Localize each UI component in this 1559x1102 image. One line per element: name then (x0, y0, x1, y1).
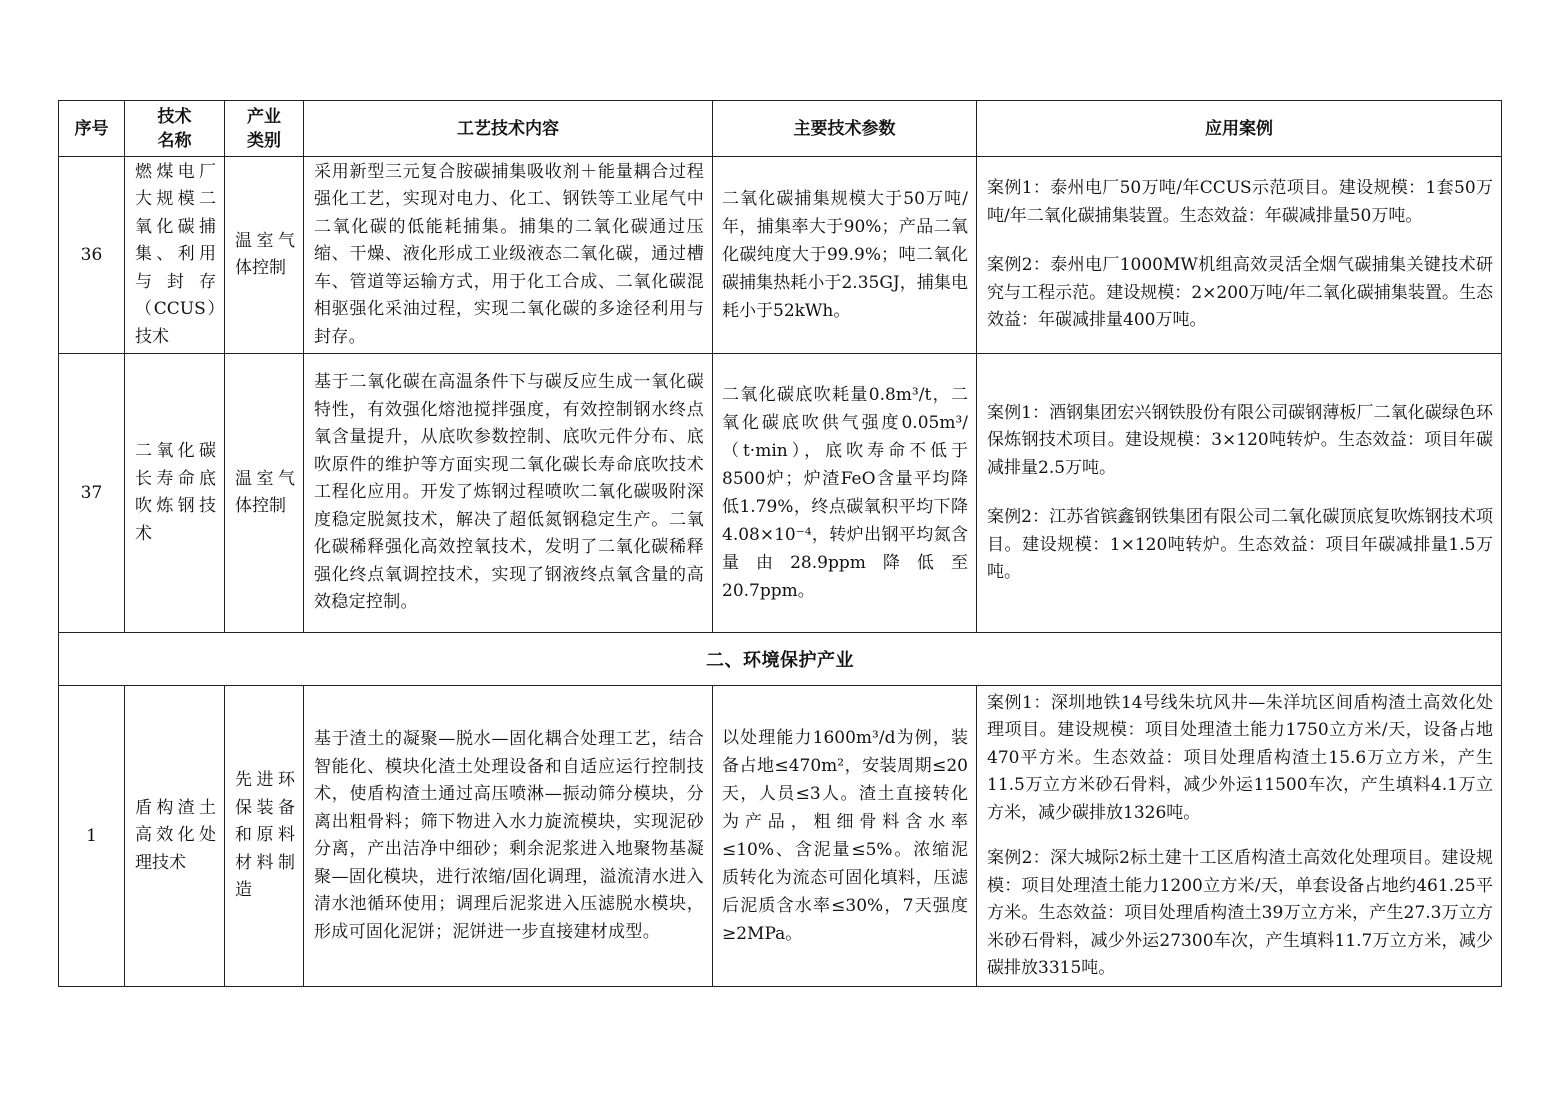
application-cases (977, 354, 1502, 633)
main-parameters: 二氧化碳捕集规模大于50万吨/年，捕集率大于90%；产品二氧化碳纯度大于99.9%；吨二氧化碳捕集热耗小于2.35GJ，捕集电耗小于52kWh。 (713, 157, 977, 354)
table-row (59, 354, 1502, 633)
row-number: 1 (59, 686, 125, 987)
application-cases (977, 686, 1502, 987)
technology-name: 燃煤电厂大规模二氧化碳捕集、利用与封存（CCUS）技术 (125, 157, 225, 354)
header-no: 序号 (59, 101, 125, 157)
case-1: 案例1：泰州电厂50万吨/年CCUS示范项目。建设规模：1套50万吨/年二氧化碳捕集装置。生态效益：年碳减排量50万吨。 (987, 178, 1493, 226)
technology-name: 二氧化碳长寿命底吹炼钢技术 (125, 354, 225, 633)
process-content: 基于二氧化碳在高温条件下与碳反应生成一氧化碳特性，有效强化熔池搅拌强度，有效控制钢水终点氧含量提升，从底吹参数控制、底吹元件分布、底吹原件的维护等方面实现二氧化碳长寿命底吹技术工程化应用。开发了炼钢过程喷吹二氧化碳吸附深度稳定脱氮技术，解决了超低氮钢稳定生产。二氧化碳稀释强化高效控氧技术，发明了二氧化碳稀释强化终点氧调控技术，实现了钢液终点氧含量的高效稳定控制。 (304, 354, 713, 633)
case-2: 案例2：江苏省镔鑫钢铁集团有限公司二氧化碳顶底复吹炼钢技术项目。建设规模：1×120吨转炉。生态效益：项目年碳减排量1.5万吨。 (987, 507, 1493, 582)
industry-category: 温室气体控制 (225, 354, 304, 633)
row-number: 36 (59, 157, 125, 354)
case-1: 案例1：酒钢集团宏兴钢铁股份有限公司碳钢薄板厂二氧化碳绿色环保炼钢技术项目。建设规模：3×120吨转炉。生态效益：项目年碳减排量2.5万吨。 (987, 402, 1493, 478)
header-cases: 应用案例 (977, 101, 1502, 157)
industry-category: 先进环保装备和原料材料制造 (225, 686, 304, 987)
case-1: 案例1：深圳地铁14号线朱坑风井—朱洋坑区间盾构渣土高效化处理项目。建设规模：项目处理渣土能力1750立方米/天，设备占地470平方米。生态效益：项目处理盾构渣土15.6万立方米，产生11.5万立方米砂石骨料，减少外运11500车次，产生填料4.1万立方米，减少碳排放1326吨。 (987, 692, 1493, 823)
table-header-row (59, 101, 1502, 157)
case-2: 案例2：深大城际2标土建十工区盾构渣土高效化处理项目。建设规模：项目处理渣土能力1200立方米/天，单套设备占地约461.25平方米。生态效益：项目处理盾构渣土39万立方米，产生27.3万立方米砂石骨料，减少外运27300车次，产生填料11.7万立方米，减少碳排放3315吨。 (987, 848, 1493, 978)
table-row (59, 686, 1502, 987)
header-name: 技术 名称 (125, 101, 225, 157)
table-row (59, 157, 1502, 354)
industry-category: 温室气体控制 (225, 157, 304, 354)
main-parameters: 二氧化碳底吹耗量0.8m³/t，二氧化碳底吹供气强度0.05m³/（t·min），底吹寿命不低于8500炉；炉渣FeO含量平均降低1.79%，终点碳氧积平均下降4.08×10⁻⁴，转炉出钢平均氮含量由28.9ppm降低至20.7ppm。 (713, 354, 977, 633)
section-title: 二、环境保护产业 (59, 633, 1502, 686)
case-2: 案例2：泰州电厂1000MW机组高效灵活全烟气碳捕集关键技术研究与工程示范。建设规模：2×200万吨/年二氧化碳捕集装置。生态效益：年碳减排量400万吨。 (987, 255, 1493, 331)
header-process: 工艺技术内容 (304, 101, 713, 157)
application-cases (977, 157, 1502, 354)
header-category: 产业 类别 (225, 101, 304, 157)
row-number: 37 (59, 354, 125, 633)
header-params: 主要技术参数 (713, 101, 977, 157)
process-content: 采用新型三元复合胺碳捕集吸收剂＋能量耦合过程强化工艺，实现对电力、化工、钢铁等工业尾气中二氧化碳的低能耗捕集。捕集的二氧化碳通过压缩、干燥、液化形成工业级液态二氧化碳，通过槽车、管道等运输方式，用于化工合成、二氧化碳混相驱强化采油过程，实现二氧化碳的多途径利用与封存。 (304, 157, 713, 354)
process-content: 基于渣土的凝聚—脱水—固化耦合处理工艺，结合智能化、模块化渣土处理设备和自适应运行控制技术，使盾构渣土通过高压喷淋—振动筛分模块，分离出粗骨料；筛下物进入水力旋流模块，实现泥砂分离，产出洁净中细砂；剩余泥浆进入地聚物基凝聚—固化模块，进行浓缩/固化调理，溢流清水进入清水池循环使用；调理后泥浆进入压滤脱水模块，形成可固化泥饼；泥饼进一步直接建材成型。 (304, 686, 713, 987)
main-parameters: 以处理能力1600m³/d为例，装备占地≤470m²，安装周期≤20天，人员≤3人。渣土直接转化为产品，粗细骨料含水率≤10%、含泥量≤5%。浓缩泥质转化为流态可固化填料，压滤后泥质含水率≤30%，7天强度≥2MPa。 (713, 686, 977, 987)
section-row (59, 633, 1502, 686)
technology-table (58, 100, 1502, 987)
technology-name: 盾构渣土高效化处理技术 (125, 686, 225, 987)
